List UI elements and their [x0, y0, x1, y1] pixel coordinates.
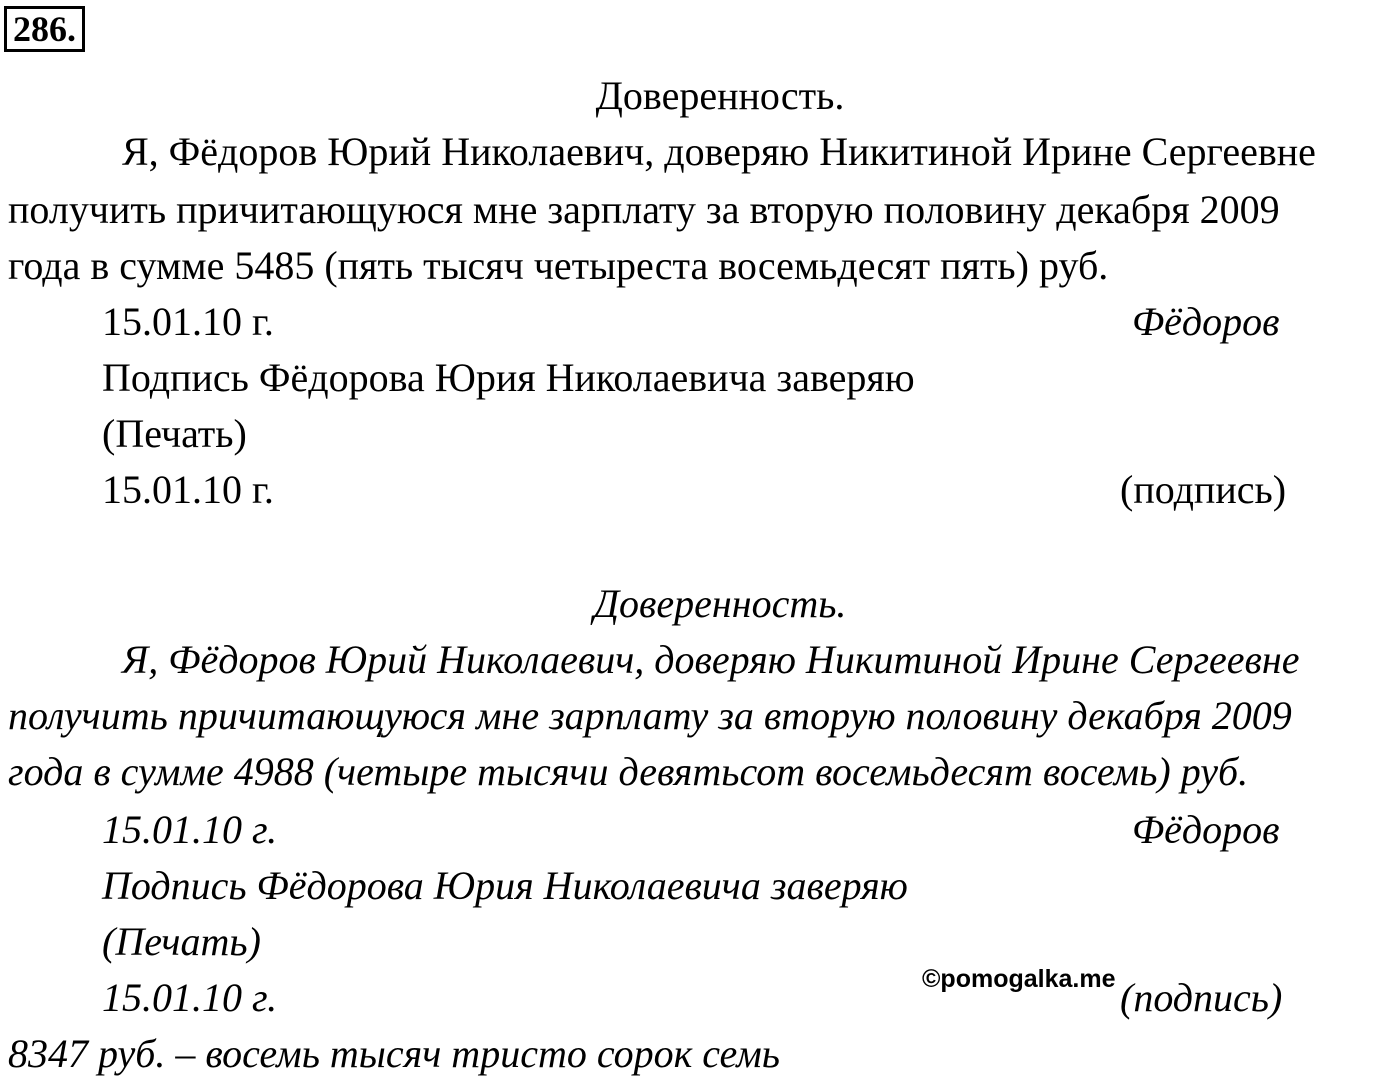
doc1-certify: Подпись Фёдорова Юрия Николаевича заверяю	[102, 355, 915, 400]
doc2-date1: 15.01.10 г.	[102, 807, 278, 852]
total-line: 8347 руб. – восемь тысяч тристо сорок семь	[8, 1031, 781, 1076]
doc2-signature-name: Фёдоров	[1132, 807, 1280, 852]
doc2-stamp: (Печать)	[102, 919, 261, 964]
doc2-certify: Подпись Фёдорова Юрия Николаевича заверяю	[102, 863, 908, 908]
exercise-number: 286.	[4, 6, 85, 52]
doc2-line3: года в сумме 4988 (четыре тысячи девятьсот восемьдесят восемь) руб.	[8, 749, 1249, 794]
watermark: ©pomogalka.me	[922, 965, 1116, 993]
doc2-line2: получить причитающуюся мне зарплату за вторую половину декабря 2009	[8, 693, 1292, 738]
doc1-date2: 15.01.10 г.	[102, 467, 274, 512]
doc1-line1: Я, Фёдоров Юрий Николаевич, доверяю Никитиной Ирине Сергеевне	[122, 129, 1316, 174]
doc1-stamp: (Печать)	[102, 411, 247, 456]
doc1-line3: года в сумме 5485 (пять тысяч четыреста восемьдесят пять) руб.	[8, 243, 1109, 288]
doc1-signature-name: Фёдоров	[1132, 299, 1280, 344]
doc1-line2: получить причитающуюся мне зарплату за вторую половину декабря 2009	[8, 187, 1280, 232]
doc2-line1: Я, Фёдоров Юрий Николаевич, доверяю Никитиной Ирине Сергеевне	[122, 637, 1300, 682]
doc2-date2: 15.01.10 г.	[102, 975, 278, 1020]
doc1-title: Доверенность.	[595, 73, 845, 118]
doc2-signature-label: (подпись)	[1120, 975, 1283, 1020]
doc2-title: Доверенность.	[593, 581, 847, 626]
doc1-date1: 15.01.10 г.	[102, 299, 274, 344]
doc1-signature-label: (подпись)	[1120, 467, 1287, 512]
